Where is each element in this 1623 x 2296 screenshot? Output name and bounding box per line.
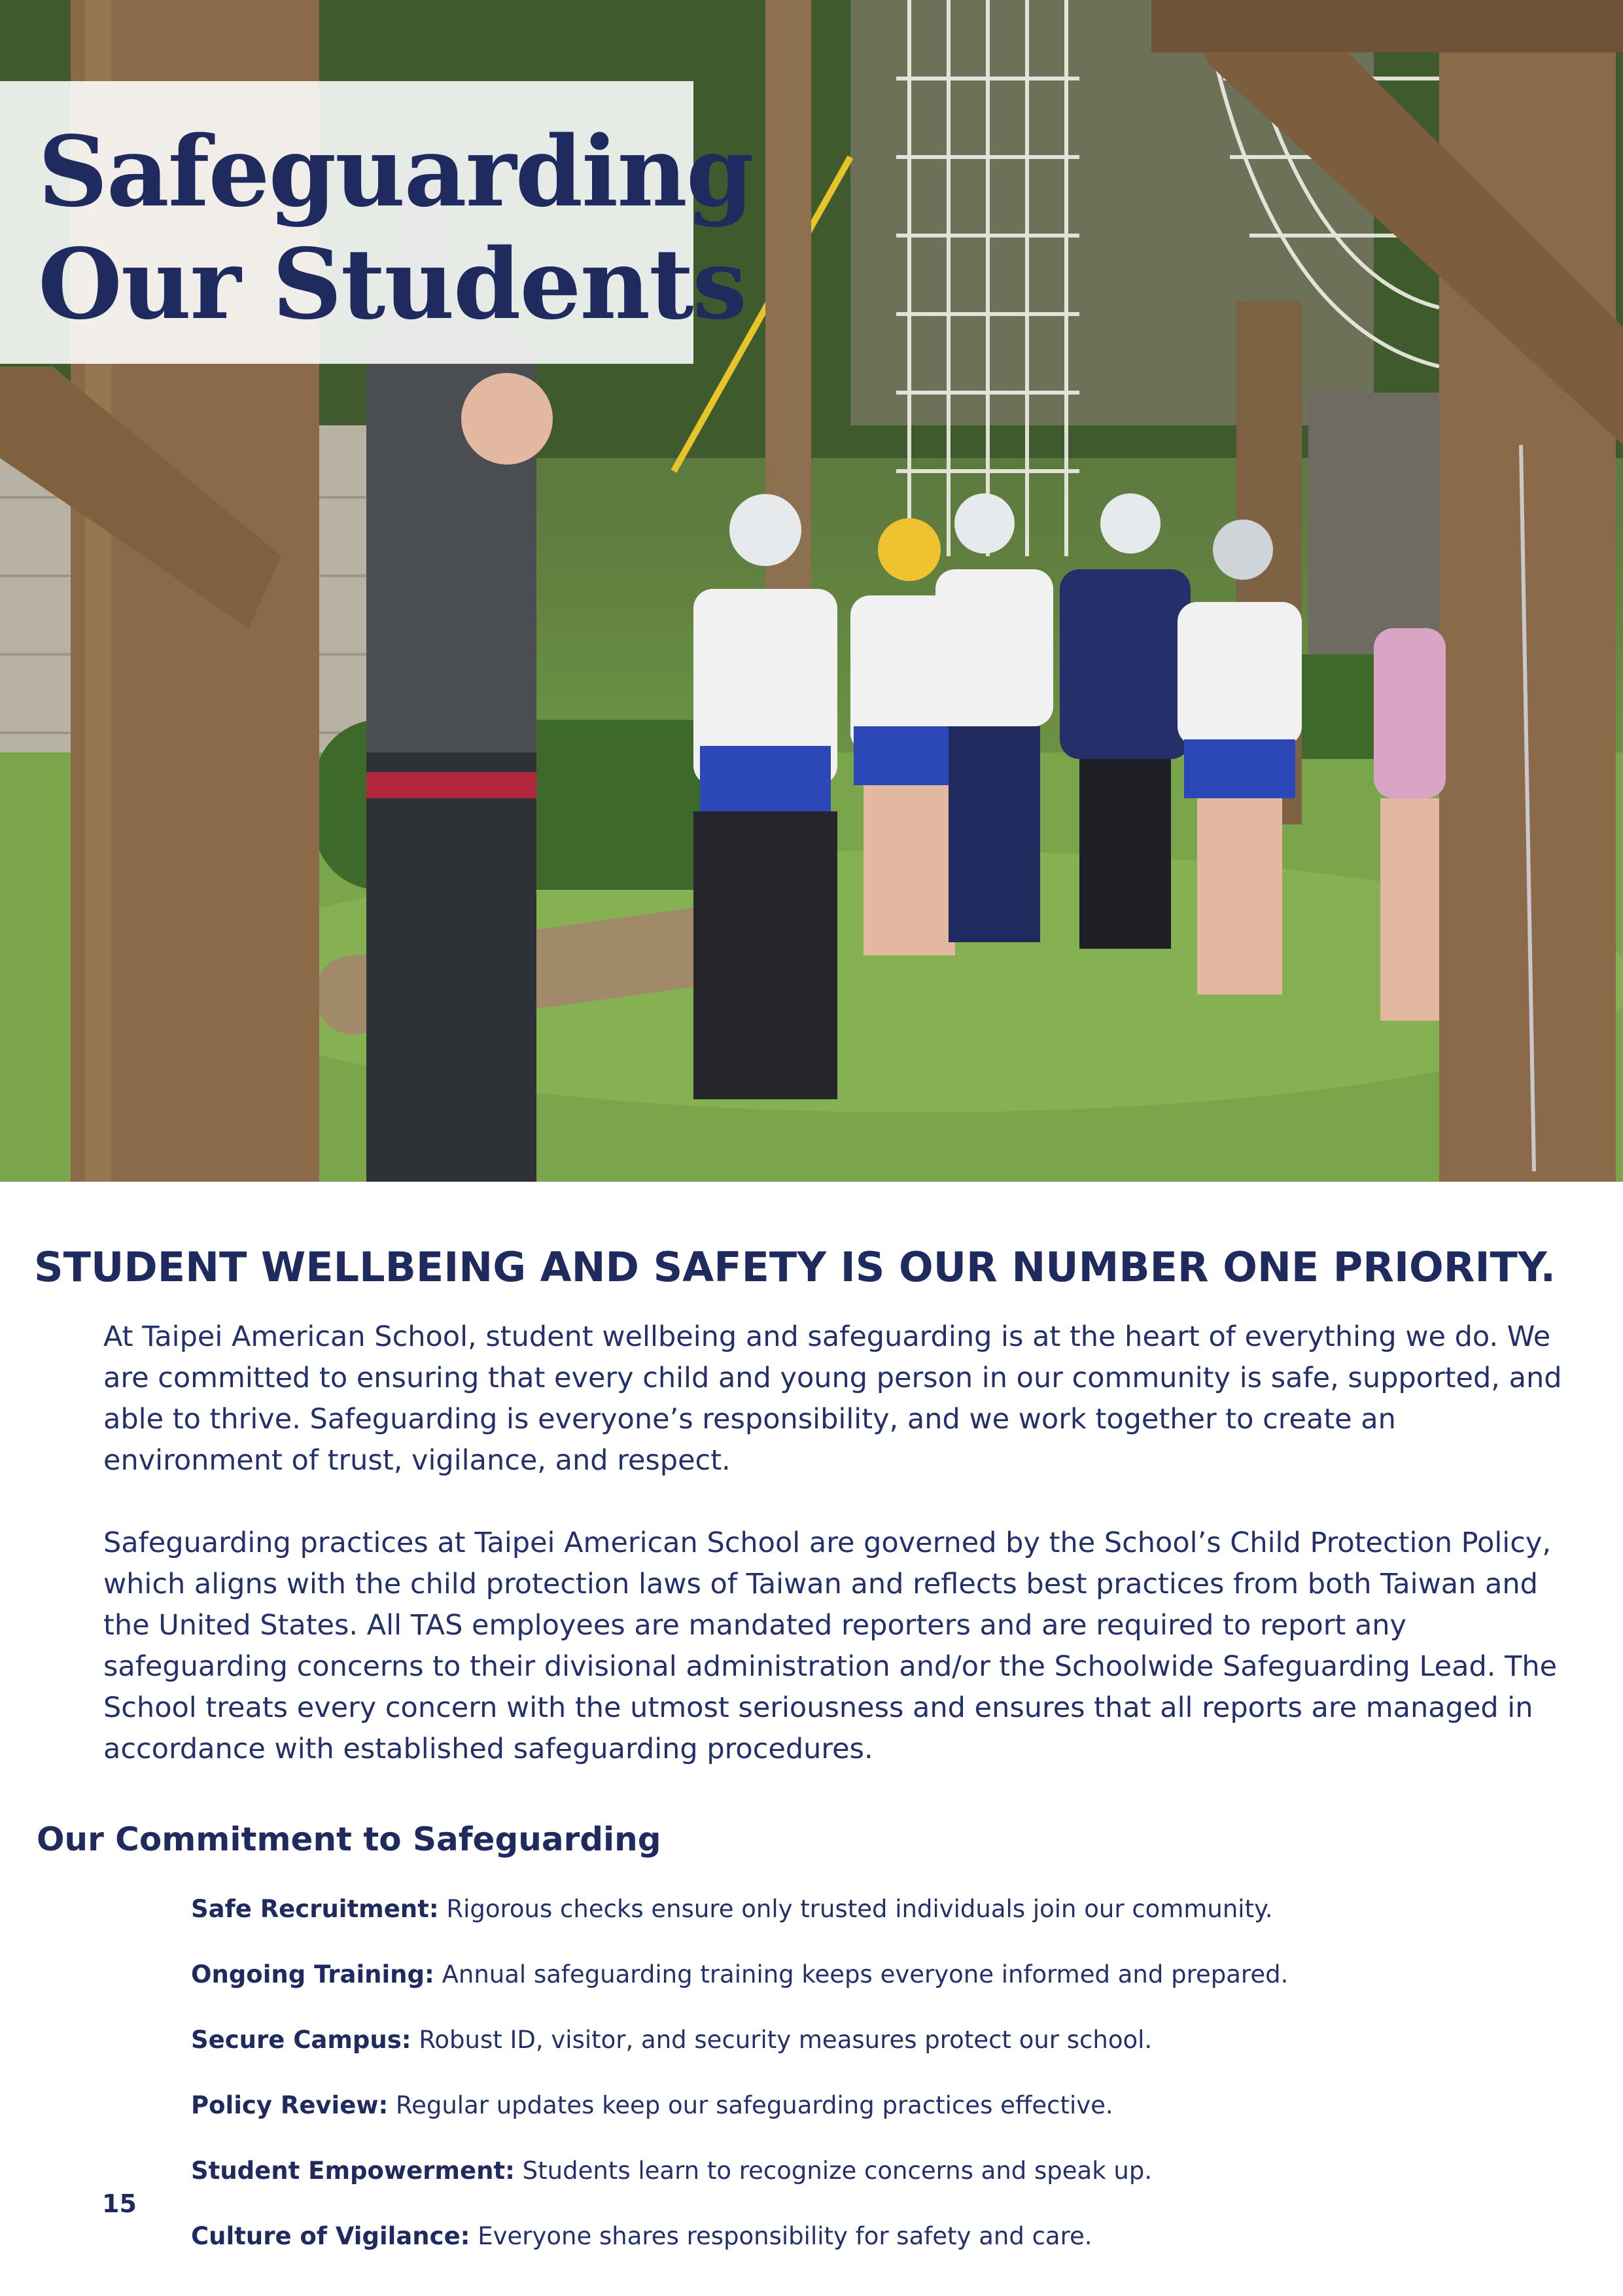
policy-paragraph: Safeguarding practices at Taipei American School are governed by the School’s Child Protection Policy, which aligns with the child protection laws of Taiwan and reflects best practices from both Taiwan and the United States. All TAS employees are mandated reporters and are required to report any safeguarding concerns to their divisional administration and/or the Schoolwide Safeguarding Lead. The School treats every concern with the utmost seriousness and ensures that all reports are managed in accordance with established safeguarding procedures. [103, 1527, 1558, 1765]
page-title-line2: Our Students [38, 227, 746, 341]
list-item [191, 2151, 1565, 2217]
list-item [191, 2021, 1565, 2086]
commitment-text: Rigorous checks ensure only trusted individuals join our community. [438, 1895, 1273, 1923]
commitment-label: Ongoing Training: [191, 1960, 434, 1988]
commitment-label: Culture of Vigilance: [191, 2222, 470, 2250]
list-item [191, 1955, 1565, 2021]
commitment-label: Safe Recruitment: [191, 1895, 439, 1923]
commitment-label: Student Empowerment: [191, 2157, 515, 2185]
page-title-line1: Safeguarding [38, 115, 753, 228]
page-title [38, 115, 752, 340]
priority-headline: STUDENT WELLBEING AND SAFETY IS OUR NUMBER ONE PRIORITY. [34, 1243, 1556, 1291]
list-item [191, 1890, 1565, 1955]
page-number: 15 [102, 2189, 137, 2218]
intro-paragraph: At Taipei American School, student wellbeing and safeguarding is at the heart of everything we do. We are committed to ensuring that every child and young person in our community is safe, supported, and able to thrive. Safeguarding is everyone’s responsibility, and we work together to create an environment of trust, vigilance, and respect. [103, 1320, 1562, 1477]
commitment-text: Regular updates keep our safeguarding practices effective. [388, 2091, 1113, 2119]
commitment-list [191, 1890, 1565, 2282]
commitment-text: Robust ID, visitor, and security measures protect our school. [411, 2026, 1153, 2054]
commitment-label: Secure Campus: [191, 2026, 411, 2054]
commitment-text: Annual safeguarding training keeps everyone informed and prepared. [434, 1960, 1289, 1988]
list-item [191, 2217, 1565, 2282]
commitment-text: Students learn to recognize concerns and speak up. [514, 2157, 1153, 2185]
commitment-label: Policy Review: [191, 2091, 389, 2119]
commitment-heading: Our Commitment to Safeguarding [37, 1820, 661, 1858]
commitment-text: Everyone shares responsibility for safety and care. [470, 2222, 1092, 2250]
list-item [191, 2086, 1565, 2151]
title-panel [0, 81, 753, 364]
